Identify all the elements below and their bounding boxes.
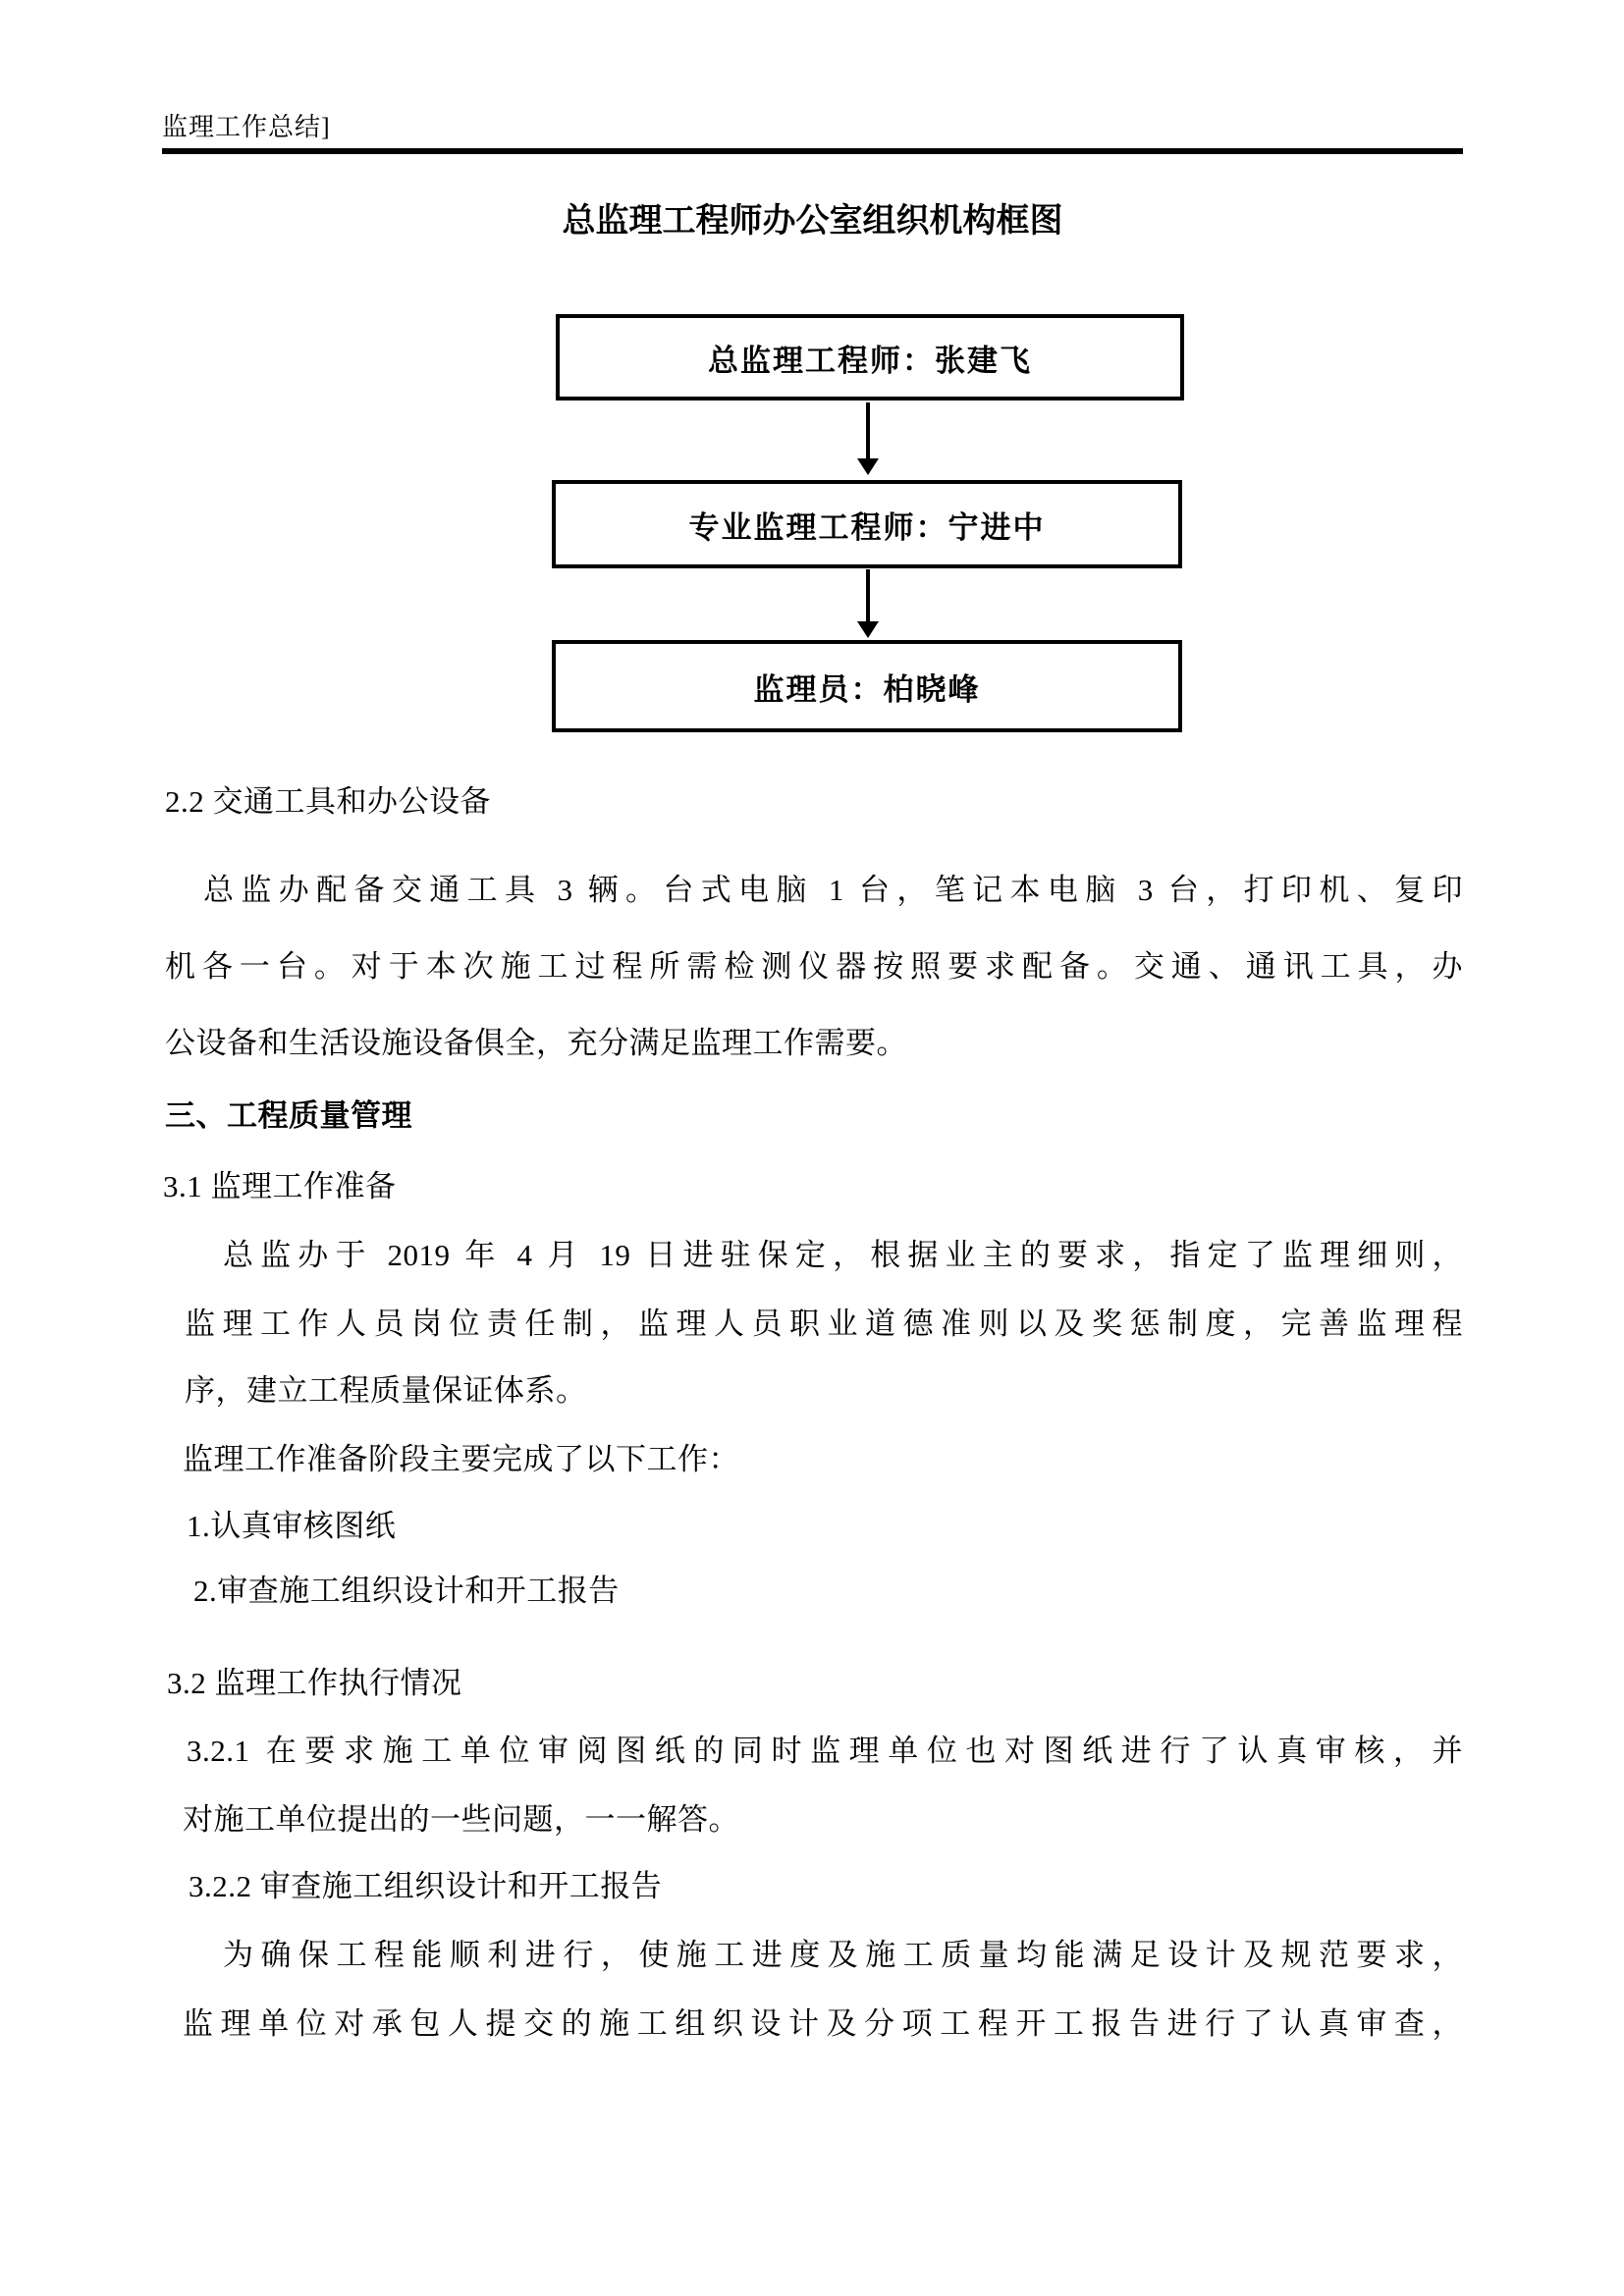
section-3-heading: 三、工程质量管理: [165, 1098, 412, 1133]
page-header-text: 监理工作总结]: [162, 113, 331, 141]
org-chart-title: 总监理工程师办公室组织机构框图: [562, 203, 1063, 240]
paragraph-line: 监理工作准备阶段主要完成了以下工作：: [183, 1442, 739, 1476]
org-box-specialist-engineer: [552, 480, 1182, 568]
org-box-supervisor-label: 监理员：柏晓峰: [753, 671, 981, 707]
list-item-line: 1.认真审核图纸: [187, 1509, 397, 1543]
org-box-specialist-engineer-label: 专业监理工程师：宁进中: [688, 509, 1046, 545]
paragraph-line: 总监办于 2019 年 4 月 19 日进驻保定，根据业主的要求，指定了监理细则，: [223, 1238, 1463, 1272]
header-rule: [162, 148, 1463, 154]
arrow-head: [857, 458, 879, 475]
paragraph-line: 为确保工程能顺利进行，使施工进度及施工质量均能满足设计及规范要求，: [223, 1938, 1463, 1972]
section-2-2-heading: 2.2 交通工具和办公设备: [165, 784, 491, 819]
paragraph-line: 3.2.1 在要求施工单位审阅图纸的同时监理单位也对图纸进行了认真审核，并: [187, 1734, 1463, 1768]
list-item-line: 2.审查施工组织设计和开工报告: [193, 1574, 620, 1608]
arrow-shaft: [866, 402, 870, 461]
paragraph-line: 对施工单位提出的一些问题，一一解答。: [183, 1802, 739, 1837]
org-box-chief-engineer-label: 总监理工程师：张建飞: [708, 343, 1032, 378]
arrow-shaft: [866, 569, 870, 624]
arrow-head: [857, 621, 879, 638]
paragraph-line: 公设备和生活设施设备俱全，充分满足监理工作需要。: [165, 1026, 907, 1060]
section-3-2-2-heading: 3.2.2 审查施工组织设计和开工报告: [189, 1869, 663, 1903]
paragraph-line: 监理工作人员岗位责任制，监理人员职业道德准则以及奖惩制度，完善监理程: [185, 1307, 1463, 1341]
paragraph-line: 序，建立工程质量保证体系。: [185, 1373, 587, 1408]
org-box-supervisor: [552, 640, 1182, 732]
down-arrow-icon: [856, 402, 880, 475]
section-3-1-heading: 3.1 监理工作准备: [163, 1169, 397, 1203]
section-3-2-heading: 3.2 监理工作执行情况: [167, 1666, 462, 1700]
down-arrow-icon: [856, 569, 880, 638]
paragraph-line: 监理单位对承包人提交的施工组织设计及分项工程开工报告进行了认真审查，: [183, 2006, 1463, 2041]
org-box-chief-engineer: [556, 314, 1184, 400]
paragraph-line: 机各一台。对于本次施工过程所需检测仪器按照要求配备。交通、通讯工具，办: [165, 949, 1463, 984]
paragraph-line: 总监办配备交通工具 3 辆。台式电脑 1 台，笔记本电脑 3 台，打印机、复印: [203, 873, 1463, 907]
